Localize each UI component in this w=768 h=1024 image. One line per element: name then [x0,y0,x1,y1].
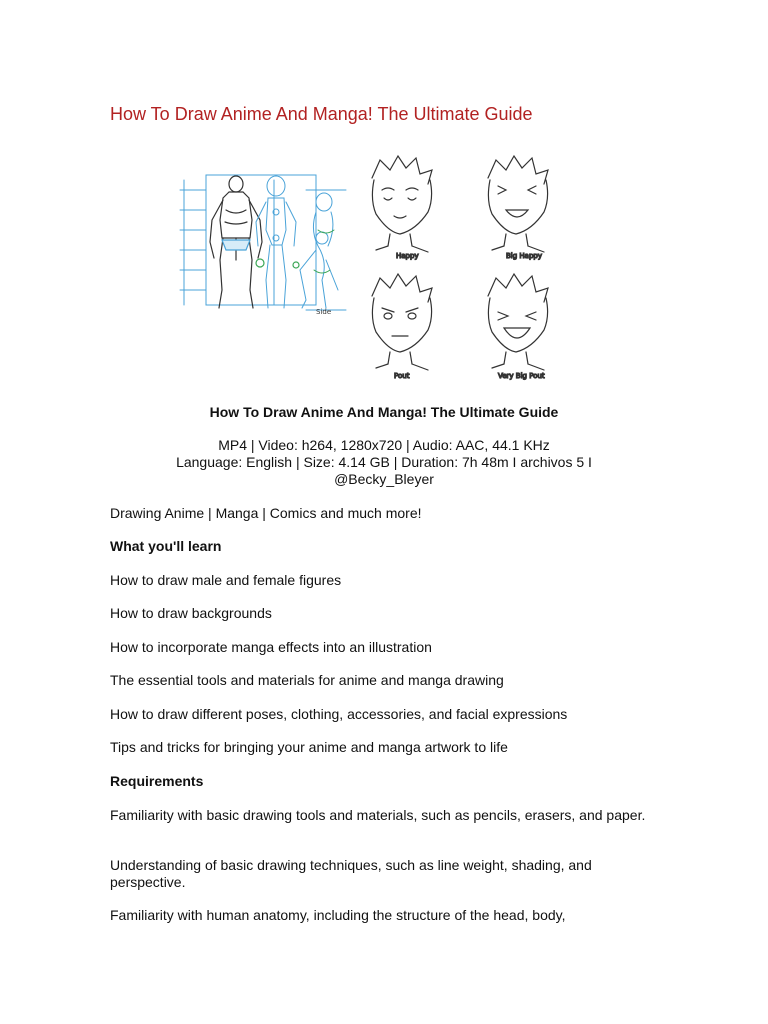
intro-text: Drawing Anime | Manga | Comics and much more! [110,505,422,521]
section-heading: How To Draw Anime And Manga! The Ultimate Guide [209,404,559,420]
requirements-heading: Requirements [110,773,204,789]
list-item: Familiarity with basic drawing tools and materials, such as pencils, erasers, and paper. [110,807,646,823]
list-item: How to draw backgrounds [110,605,272,621]
specs-line-2: Language: English | Size: 4.14 GB | Duration: 7h 48m I archivos 5 I [176,454,592,470]
side-label: Side [316,308,332,316]
anime-sketch-image [176,150,592,386]
page-title: How To Draw Anime And Manga! The Ultimate Guide [110,104,533,124]
list-item: How to incorporate manga effects into an illustration [110,639,432,655]
face-label-pout: Pout [394,372,410,380]
pout-face-sketch [372,274,432,380]
list-item: Familiarity with human anatomy, including the structure of the head, body, [110,907,566,923]
list-item: Tips and tricks for bringing your anime and manga artwork to life [110,739,508,755]
list-item: The essential tools and materials for anime and manga drawing [110,672,504,688]
specs-line-3: @Becky_Bleyer [334,471,434,487]
list-item: How to draw different poses, clothing, accessories, and facial expressions [110,706,568,722]
face-label-big-happy: Big Happy [506,252,542,260]
happy-face-sketch [372,156,432,260]
body-proportion-sketch [180,175,346,316]
list-item: Understanding of basic drawing techniques, such as line weight, shading, and perspective. [110,857,592,890]
face-label-happy: Happy [396,252,419,260]
learn-heading: What you'll learn [110,538,222,554]
specs-line-1: MP4 | Video: h264, 1280x720 | Audio: AAC, 44.1 KHz [218,437,550,453]
big-happy-face-sketch [488,156,548,260]
very-big-pout-face-sketch [488,274,548,380]
list-item: How to draw male and female figures [110,572,342,588]
face-label-very-big-pout: Very Big Pout [498,372,545,380]
